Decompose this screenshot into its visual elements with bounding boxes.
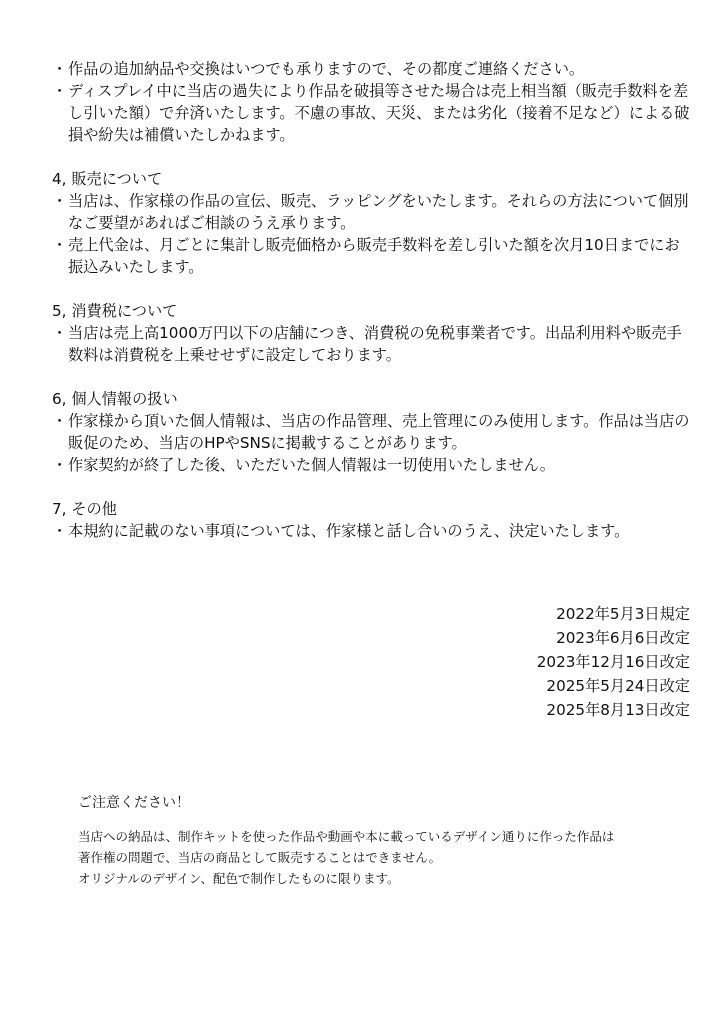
item-text: 作家様から頂いた個人情報は、当店の作品管理、売上管理にのみ使用します。作品は当店の販促のため、当店のHPやSNSに掲載することがあります。 [68,412,690,452]
intro-section [52,58,692,146]
list-item [52,58,692,80]
section-consumption-tax [52,300,692,366]
item-text: 当店は売上高1000万円以下の店舗につき、消費税の免税事業者です。出品利用料や販売手数料は消費税を上乗せせずに設定しております。 [68,324,682,364]
section-list [52,520,692,542]
section-heading: 4, 販売について [52,170,163,188]
notice-line: オリジナルのデザイン、配色で制作したものに限ります。 [78,871,400,886]
list-item [52,454,692,476]
date-revised: 2023年6月6日改定 [556,629,690,647]
list-item [52,520,692,542]
section-list [52,322,692,366]
item-text: 作家契約が終了した後、いただいた個人情報は一切使用いたしません。 [68,456,555,474]
revision-dates [537,602,690,722]
item-text: 作品の追加納品や交換はいつでも承りますので、その都度ご連絡ください。 [68,60,585,78]
notice-box [78,792,698,889]
bullet-mark: ・ [52,522,68,540]
bullet-mark: ・ [52,324,68,342]
list-item [52,234,692,278]
item-text: 売上代金は、月ごとに集計し販売価格から販売手数料を差し引いた額を次月10日までにお振込みいたします。 [68,236,680,276]
section-sales [52,168,692,278]
notice-title: ご注意ください！ [78,795,190,811]
notice-line: 著作権の問題で、当店の商品として販売することはできません。 [78,850,442,865]
section-heading: 6, 個人情報の扱い [52,390,178,408]
section-heading: 7, その他 [52,500,117,518]
list-item [52,80,692,146]
section-other [52,498,692,542]
item-text: ディスプレイ中に当店の過失により作品を破損等させた場合は売上相当額（販売手数料を差し引いた額）で弁済いたします。不慮の事故、天災、または劣化（接着不足など）による破損や紛失は補償いたしかねます。 [68,82,690,144]
section-personal-info [52,388,692,476]
list-item [52,322,692,366]
date-revised: 2025年5月24日改定 [546,677,690,695]
bullet-mark: ・ [52,236,68,254]
list-item [52,190,692,234]
terms-body [52,58,692,542]
item-text: 当店は、作家様の作品の宣伝、販売、ラッピングをいたします。それらの方法について個別なご要望があればご相談のうえ承ります。 [68,192,689,232]
date-revised: 2025年8月13日改定 [546,701,690,719]
date-revised: 2023年12月16日改定 [536,653,690,671]
intro-list [52,58,692,146]
list-item [52,410,692,454]
bullet-mark: ・ [52,60,68,78]
section-heading: 5, 消費税について [52,302,178,320]
bullet-mark: ・ [52,412,68,430]
item-text: 本規約に記載のない事項については、作家様と話し合いのうえ、決定いたします。 [68,522,630,540]
section-list [52,410,692,476]
section-list [52,190,692,278]
bullet-mark: ・ [52,82,68,100]
bullet-mark: ・ [52,192,68,210]
notice-line: 当店への納品は、制作キットを使った作品や動画や本に載っているデザイン通りに作った作品は [78,829,615,844]
bullet-mark: ・ [52,456,68,474]
date-established: 2022年5月3日規定 [556,605,690,623]
